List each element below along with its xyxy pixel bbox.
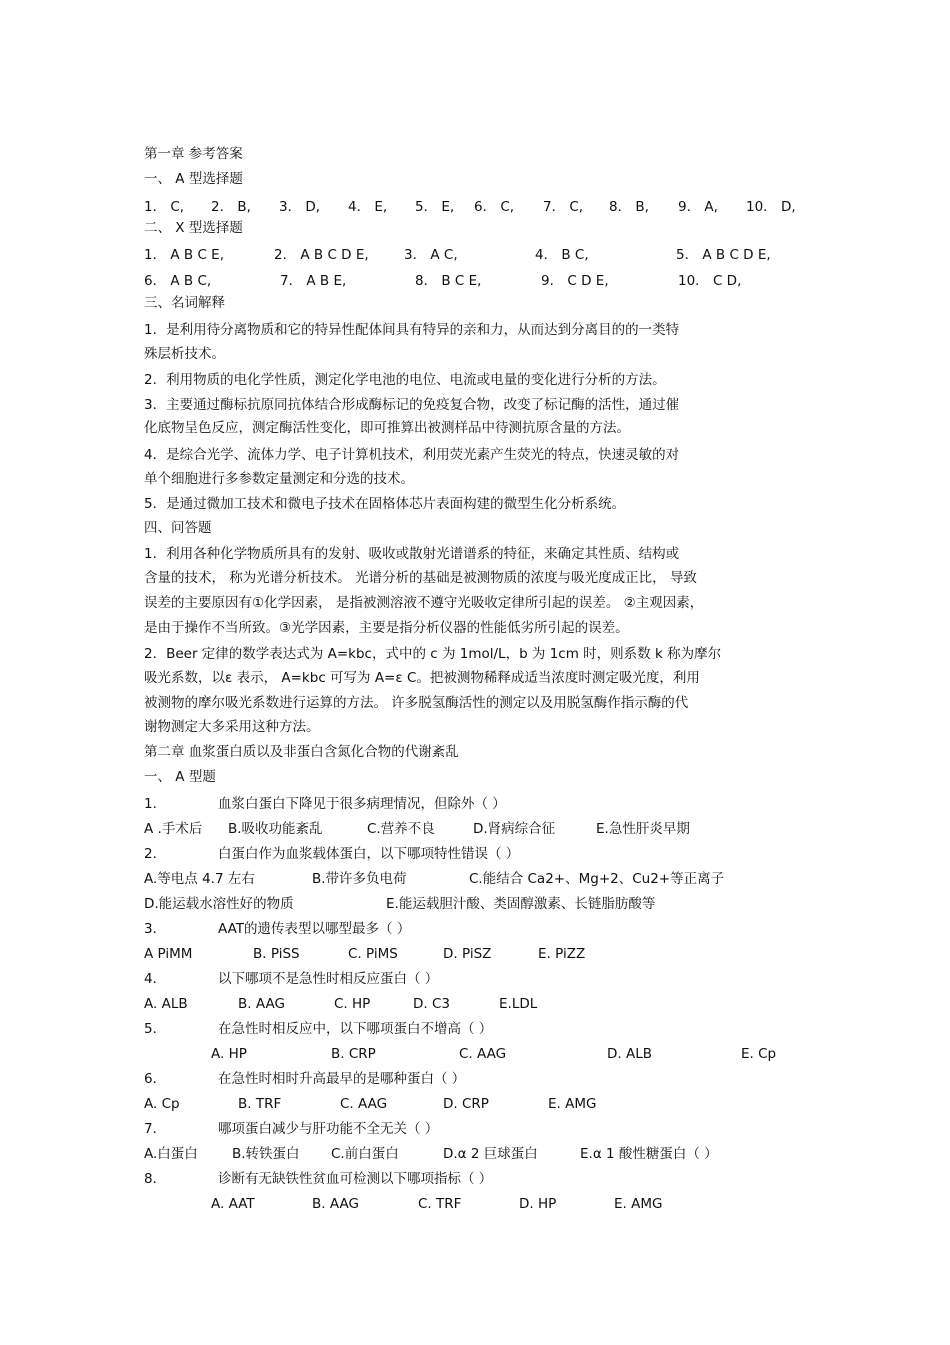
option: A.白蛋白 — [144, 1146, 198, 1162]
question-number: 5． — [144, 1021, 167, 1037]
answer-item: 9． A, — [678, 199, 718, 215]
question-stem: 在急性时相时升高最早的是哪种蛋白（ ） — [218, 1071, 466, 1087]
option: D.α 2 巨球蛋白 — [443, 1146, 538, 1162]
answer-item: 5． E, — [415, 199, 455, 215]
option: B.转铁蛋白 — [232, 1146, 300, 1162]
option: E. AMG — [614, 1196, 663, 1212]
chapter2-title: 第二章 血浆蛋白质以及非蛋白含氮化合物的代谢紊乱 — [144, 744, 459, 760]
paragraph-line: 误差的主要原因有①化学因素， 是指被测溶液不遵守光吸收定律所引起的误差。 ②主观因素， — [144, 595, 704, 611]
question-number: 8． — [144, 1171, 167, 1187]
option: B. TRF — [238, 1096, 282, 1112]
option: E.α 1 酸性糖蛋白（ ） — [580, 1146, 718, 1162]
option: E. AMG — [548, 1096, 597, 1112]
section-heading: 二、 X 型选择题 — [144, 220, 243, 236]
option: B.带许多负电荷 — [312, 871, 407, 887]
paragraph-line: 1．是利用待分离物质和它的特异性配体间具有特异的亲和力，从而达到分离目的的一类特 — [144, 322, 680, 338]
answer-item: 1． C, — [144, 199, 185, 215]
answer-item: 7． C, — [543, 199, 584, 215]
option: A .手术后 — [144, 821, 203, 837]
answer-item: 8． B C E, — [415, 273, 482, 289]
paragraph-line: 殊层析技术。 — [144, 346, 225, 362]
question-number: 4． — [144, 971, 167, 987]
question-stem: 在急性时相反应中，以下哪项蛋白不增高（ ） — [218, 1021, 493, 1037]
question-stem: AAT的遗传表型以哪型最多（ ） — [218, 921, 411, 937]
paragraph-line: 是由于操作不当所致。③光学因素，主要是指分析仪器的性能低劣所引起的误差。 — [144, 620, 629, 636]
question-number: 6． — [144, 1071, 167, 1087]
paragraph-line: 2．利用物质的电化学性质，测定化学电池的电位、电流或电量的变化进行分析的方法。 — [144, 372, 666, 388]
option: A. HP — [211, 1046, 247, 1062]
section-heading: 一、 A 型题 — [144, 769, 216, 785]
option: D.能运载水溶性好的物质 — [144, 896, 294, 912]
answer-item: 8． B, — [609, 199, 649, 215]
section-heading: 四、问答题 — [144, 520, 212, 536]
option: B. AAG — [238, 996, 285, 1012]
option: D. CRP — [443, 1096, 489, 1112]
option: B.吸收功能紊乱 — [228, 821, 323, 837]
option: D.肾病综合征 — [473, 821, 556, 837]
answer-item: 10． D, — [746, 199, 796, 215]
answer-item: 10． C D, — [678, 273, 742, 289]
option: E. PiZZ — [538, 946, 586, 962]
answer-item: 2． A B C D E, — [274, 247, 369, 263]
option: B. PiSS — [253, 946, 300, 962]
option: E. Cp — [741, 1046, 777, 1062]
option: C. AAG — [459, 1046, 507, 1062]
paragraph-line: 被测物的摩尔吸光系数进行运算的方法。 许多脱氢酶活性的测定以及用脱氢酶作指示酶的代 — [144, 695, 689, 711]
question-stem: 白蛋白作为血浆载体蛋白，以下哪项特性错误（ ） — [218, 846, 520, 862]
option: A PiMM — [144, 946, 193, 962]
answer-item: 1． A B C E, — [144, 247, 224, 263]
paragraph-line: 谢物测定大多采用这种方法。 — [144, 719, 320, 735]
option: D. HP — [519, 1196, 557, 1212]
option: A.等电点 4.7 左右 — [144, 871, 255, 887]
answer-item: 4． E, — [348, 199, 388, 215]
option: D. C3 — [413, 996, 450, 1012]
paragraph-line: 5．是通过微加工技术和微电子技术在固格体芯片表面构建的微型生化分析系统。 — [144, 496, 626, 512]
question-number: 2． — [144, 846, 167, 862]
paragraph-line: 2．Beer 定律的数学表达式为 A=kbc，式中的 c 为 1mol/L，b 为 1cm 时，则系数 k 称为摩尔 — [144, 646, 722, 662]
answer-item: 6． C, — [474, 199, 515, 215]
option: A. ALB — [144, 996, 188, 1012]
paragraph-line: 1．利用各种化学物质所具有的发射、吸收或散射光谱谱系的特征，来确定其性质、结构或 — [144, 546, 680, 562]
option: D. PiSZ — [443, 946, 492, 962]
paragraph-line: 3．主要通过酶标抗原同抗体结合形成酶标记的免疫复合物，改变了标记酶的活性，通过催 — [144, 397, 680, 413]
answer-item: 2． B, — [211, 199, 251, 215]
answer-item: 6． A B C, — [144, 273, 212, 289]
answer-item: 9． C D E, — [541, 273, 609, 289]
paragraph-line: 4．是综合光学、流体力学、电子计算机技术，利用荧光素产生荧光的特点，快速灵敏的对 — [144, 447, 680, 463]
question-stem: 诊断有无缺铁性贫血可检测以下哪项指标（ ） — [218, 1171, 493, 1187]
answer-item: 5． A B C D E, — [676, 247, 771, 263]
question-number: 7． — [144, 1121, 167, 1137]
option: C.前白蛋白 — [331, 1146, 399, 1162]
question-number: 1． — [144, 796, 167, 812]
option: A. AAT — [211, 1196, 255, 1212]
option: C.能结合 Ca2+、Mg+2、Cu2+等正离子 — [469, 871, 725, 887]
option: C. HP — [334, 996, 371, 1012]
section-heading: 一、 A 型选择题 — [144, 171, 243, 187]
option: B. AAG — [312, 1196, 359, 1212]
answer-item: 7． A B E, — [280, 273, 347, 289]
option: E.能运载胆汁酸、类固醇激素、长链脂肪酸等 — [386, 896, 656, 912]
question-stem: 以下哪项不是急性时相反应蛋白（ ） — [218, 971, 439, 987]
question-stem: 哪项蛋白减少与肝功能不全无关（ ） — [218, 1121, 439, 1137]
answer-item: 3． A C, — [404, 247, 458, 263]
answer-item: 4． B C, — [535, 247, 589, 263]
option: C. PiMS — [348, 946, 398, 962]
chapter1-title: 第一章 参考答案 — [144, 146, 243, 162]
question-number: 3． — [144, 921, 167, 937]
paragraph-line: 化底物呈色反应，测定酶活性变化，即可推算出被测样品中待测抗原含量的方法。 — [144, 420, 630, 436]
option: E.LDL — [499, 996, 538, 1012]
option: B. CRP — [331, 1046, 376, 1062]
answer-item: 3． D, — [279, 199, 321, 215]
option: C.营养不良 — [367, 821, 435, 837]
option: C. AAG — [340, 1096, 388, 1112]
option: C. TRF — [418, 1196, 462, 1212]
option: A. Cp — [144, 1096, 180, 1112]
section-heading: 三、名词解释 — [144, 295, 225, 311]
paragraph-line: 含量的技术， 称为光谱分析技术。 光谱分析的基础是被测物质的浓度与吸光度成正比， 导致 — [144, 570, 697, 586]
question-stem: 血浆白蛋白下降见于很多病理情况，但除外（ ） — [218, 796, 506, 812]
option: D. ALB — [607, 1046, 652, 1062]
paragraph-line: 单个细胞进行多参数定量测定和分选的技术。 — [144, 471, 414, 487]
paragraph-line: 吸光系数，以ε 表示， A=kbc 可写为 A=ε C。把被测物稀释成适当浓度时测定吸光度，利用 — [144, 670, 700, 686]
option: E.急性肝炎早期 — [596, 821, 690, 837]
